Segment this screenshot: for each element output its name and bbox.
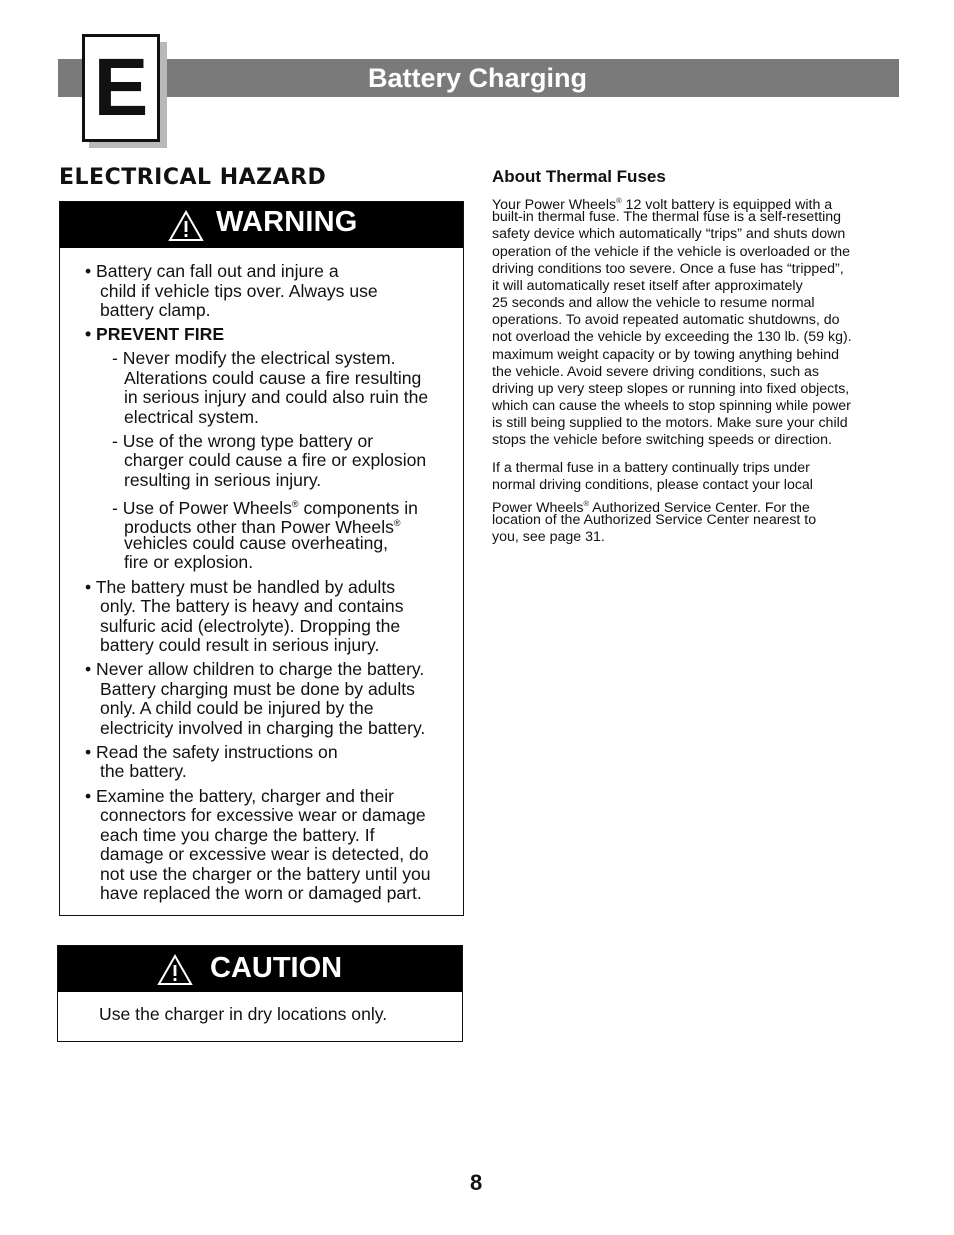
thermal-line: If a thermal fuse in a battery continually trips under xyxy=(492,460,810,476)
warning-line: electricity involved in charging the battery. xyxy=(100,718,426,738)
thermal-fuses-heading: About Thermal Fuses xyxy=(492,167,666,186)
thermal-line: the vehicle. Avoid severe driving conditions, such as xyxy=(492,364,820,380)
warning-header xyxy=(60,202,463,248)
thermal-line: safety device which automatically “trips” and shuts down xyxy=(492,226,846,242)
warning-line: sulfuric acid (electrolyte). Dropping the xyxy=(100,616,401,636)
warning-line: not use the charger or the battery until you xyxy=(100,864,431,884)
warning-line: connectors for excessive wear or damage xyxy=(100,805,426,825)
thermal-line: which can cause the wheels to stop spinning while power xyxy=(492,398,851,414)
caution-label: CAUTION xyxy=(210,952,343,984)
warning-line: the battery. xyxy=(100,761,187,781)
warning-line: damage or excessive wear is detected, do xyxy=(100,844,429,864)
warning-line: - Never modify the electrical system. xyxy=(112,348,396,368)
thermal-line: driving conditions too severe. Once a fuse has “tripped”, xyxy=(492,261,844,277)
thermal-line: it will automatically reset itself after approximately xyxy=(492,278,803,294)
section-letter-box xyxy=(82,34,160,142)
caution-text: Use the charger in dry locations only. xyxy=(99,1004,388,1024)
warning-line: child if vehicle tips over. Always use xyxy=(100,281,378,301)
page-number: 8 xyxy=(470,1170,483,1195)
warning-line: - Use of the wrong type battery or xyxy=(112,431,374,451)
caution-box xyxy=(57,945,463,1042)
warning-line: products other than Power Wheels® xyxy=(124,517,401,537)
warning-line: • Battery can fall out and injure a xyxy=(85,261,339,281)
caution-header xyxy=(58,946,462,992)
thermal-line: 25 seconds and allow the vehicle to resume normal xyxy=(492,295,815,311)
warning-line: vehicles could cause overheating, xyxy=(124,533,389,553)
warning-line: - Use of Power Wheels® components in xyxy=(112,498,418,518)
warning-line: fire or explosion. xyxy=(124,552,254,572)
thermal-line: built-in thermal fuse. The thermal fuse is a self-resetting xyxy=(492,209,842,225)
warning-line: resulting in serious injury. xyxy=(124,470,322,490)
warning-line: • Never allow children to charge the battery. xyxy=(85,659,425,679)
warning-line: Alterations could cause a fire resulting xyxy=(124,368,422,388)
warning-line: have replaced the worn or damaged part. xyxy=(100,883,422,903)
warning-box xyxy=(59,201,464,916)
electrical-hazard-heading: ELECTRICAL HAZARD xyxy=(59,165,327,190)
thermal-line: maximum weight capacity or by towing anything behind xyxy=(492,347,839,363)
thermal-line: driving up very steep slopes or running into fixed objects, xyxy=(492,381,850,397)
warning-line: only. A child could be injured by the xyxy=(100,698,374,718)
section-letter: E xyxy=(93,42,149,133)
thermal-line: location of the Authorized Service Center nearest to xyxy=(492,512,817,528)
thermal-line: Your Power Wheels® 12 volt battery is equipped with a xyxy=(492,196,833,213)
warning-line: battery could result in serious injury. xyxy=(100,635,380,655)
warning-line: each time you charge the battery. If xyxy=(100,825,375,845)
thermal-line: you, see page 31. xyxy=(492,529,605,545)
thermal-line: is still being supplied to the motors. Make sure your child xyxy=(492,415,848,431)
thermal-line: operation of the vehicle if the vehicle is overloaded or the xyxy=(492,244,851,260)
thermal-line: Power Wheels® Authorized Service Center. For the xyxy=(492,499,810,516)
warning-line: Battery charging must be done by adults xyxy=(100,679,415,699)
warning-line: battery clamp. xyxy=(100,300,211,320)
warning-line: • Examine the battery, charger and their xyxy=(85,786,394,806)
thermal-line: operations. To avoid repeated automatic shutdowns, do xyxy=(492,312,840,328)
warning-label: WARNING xyxy=(216,206,358,238)
warning-triangle-icon xyxy=(168,210,204,242)
warning-line: only. The battery is heavy and contains xyxy=(100,596,404,616)
warning-line: • Read the safety instructions on xyxy=(85,742,338,762)
warning-triangle-icon xyxy=(157,954,193,986)
page-title: Battery Charging xyxy=(368,63,588,93)
thermal-line: stops the vehicle before switching speeds or direction. xyxy=(492,432,832,448)
thermal-line: normal driving conditions, please contact your local xyxy=(492,477,813,493)
warning-line: charger could cause a fire or explosion xyxy=(124,450,427,470)
warning-line-prevent-fire: • PREVENT FIRE xyxy=(85,324,225,344)
thermal-line: not overload the vehicle by exceeding the 130 lb. (59 kg). xyxy=(492,329,852,345)
warning-line: in serious injury and could also ruin the xyxy=(124,387,429,407)
warning-line: • The battery must be handled by adults xyxy=(85,577,396,597)
warning-line: electrical system. xyxy=(124,407,259,427)
